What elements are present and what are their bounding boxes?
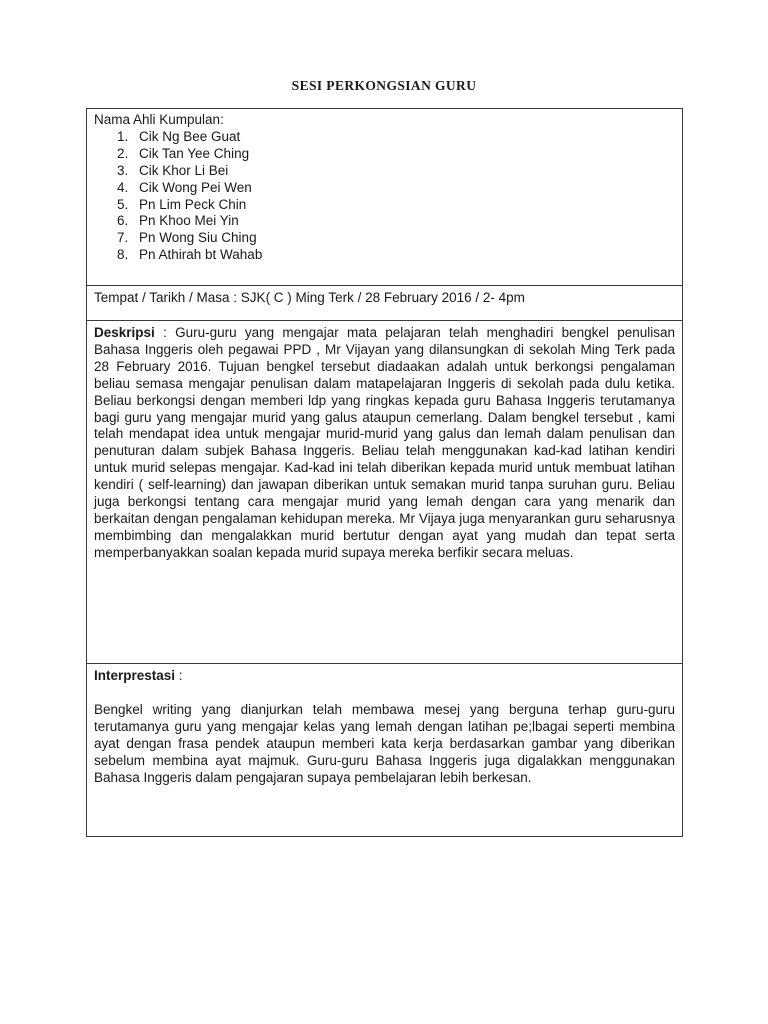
interpretation-heading [94,668,675,685]
member-item [117,146,675,163]
venue-text: Tempat / Tarikh / Masa : SJK( C ) Ming Terk / 28 February 2016 / 2- 4pm [94,290,525,305]
member-list [94,129,675,264]
description-paragraph [94,325,675,562]
member-number: 1. [117,128,129,144]
member-number: 7. [117,230,129,246]
member-item [117,180,675,197]
member-name: Pn Khoo Mei Yin [139,213,239,229]
member-number: 5. [117,196,129,212]
member-name: Pn Wong Siu Ching [139,230,257,246]
interpretation-cell [87,663,682,836]
members-heading: Nama Ahli Kumpulan: [94,112,224,127]
member-name: Cik Khor Li Bei [139,162,229,178]
report-table [86,108,683,837]
member-number: 8. [117,247,129,263]
member-item [117,213,675,230]
member-item [117,197,675,214]
member-number: 2. [117,145,129,161]
member-name: Cik Wong Pei Wen [139,179,252,195]
paragraph-spacer [94,685,675,702]
description-text: : Guru-guru yang mengajar mata pelajaran telah menghadiri bengkel penulisan Bahasa Inggeris oleh pegawai PPD , Mr Vijayan yang dilansungkan di sekolah Ming Terk pada 28 February 2016. Tujuan bengkel tersebut diadaakan adalah untuk berkongsi pengalaman beliau semasa mengajar penulisan dalam matapelajaran Inggeris di sekolah pada dulu ketika. Beliau berkongsi dengan memberi ldp yang ringkas kepada guru Bahasa Inggeris terutamanya bagi guru yang mengajar murid yang galus ataupun cemerlang. Dalam bengkel tersebut , kami telah mendapat idea untuk mengajar murid-murid yang galus dan lemah dalam penulisan dan penuturan dalam subjek Bahasa Inggeris. Beliau telah menggunakan kad-kad latihan kendiri untuk murid selepas mengajar. Kad-kad ini telah diberikan kepada murid untuk membuat latihan kendiri ( self-learning) dan jawapan diberikan untuk semakan murid tanpa suruhan guru. Beliau juga berkongsi tentang cara mengajar murid yang lemah dengan cara yang menarik dan berkaitan dengan pengalaman kehidupan mereka. Mr Vijaya juga menyarankan guru seharusnya membimbing dan mengalakkan murid bertutur dengan ayat yang mudah dan tepat serta memperbanyakkan soalan kepada murid supaya mereka berfikir secara meluas. [94,325,675,560]
member-name: Pn Lim Peck Chin [139,196,247,212]
member-name: Pn Athirah bt Wahab [139,247,263,263]
member-name: Cik Tan Yee Ching [139,145,250,161]
interpretation-text: Bengkel writing yang dianjurkan telah membawa mesej yang berguna terhap guru-guru terutamanya guru yang mengajar kelas yang lemah dengan latihan pe;lbagai seperti membina ayat dengan frasa pendek ataupun memberi kata kerja berdasarkan gambar yang diberikan sebelum membina ayat majmuk. Guru-guru Bahasa Inggeris juga digalakkan menggunakan Bahasa Inggeris dalam pengajaran supaya pembelajaran lebih berkesan. [94,701,675,785]
members-cell [87,109,682,285]
member-item [117,129,675,146]
member-item [117,230,675,247]
interpretation-label: Interprestasi [94,668,176,683]
interpretation-suffix: : [175,668,183,683]
venue-cell [87,285,682,320]
member-name: Cik Ng Bee Guat [139,128,241,144]
member-item [117,163,675,180]
description-label: Deskripsi [94,325,155,340]
member-number: 4. [117,179,129,195]
description-cell [87,320,682,663]
member-item [117,247,675,264]
member-number: 6. [117,213,129,229]
document-title: SESI PERKONGSIAN GURU [291,78,477,93]
member-number: 3. [117,162,129,178]
